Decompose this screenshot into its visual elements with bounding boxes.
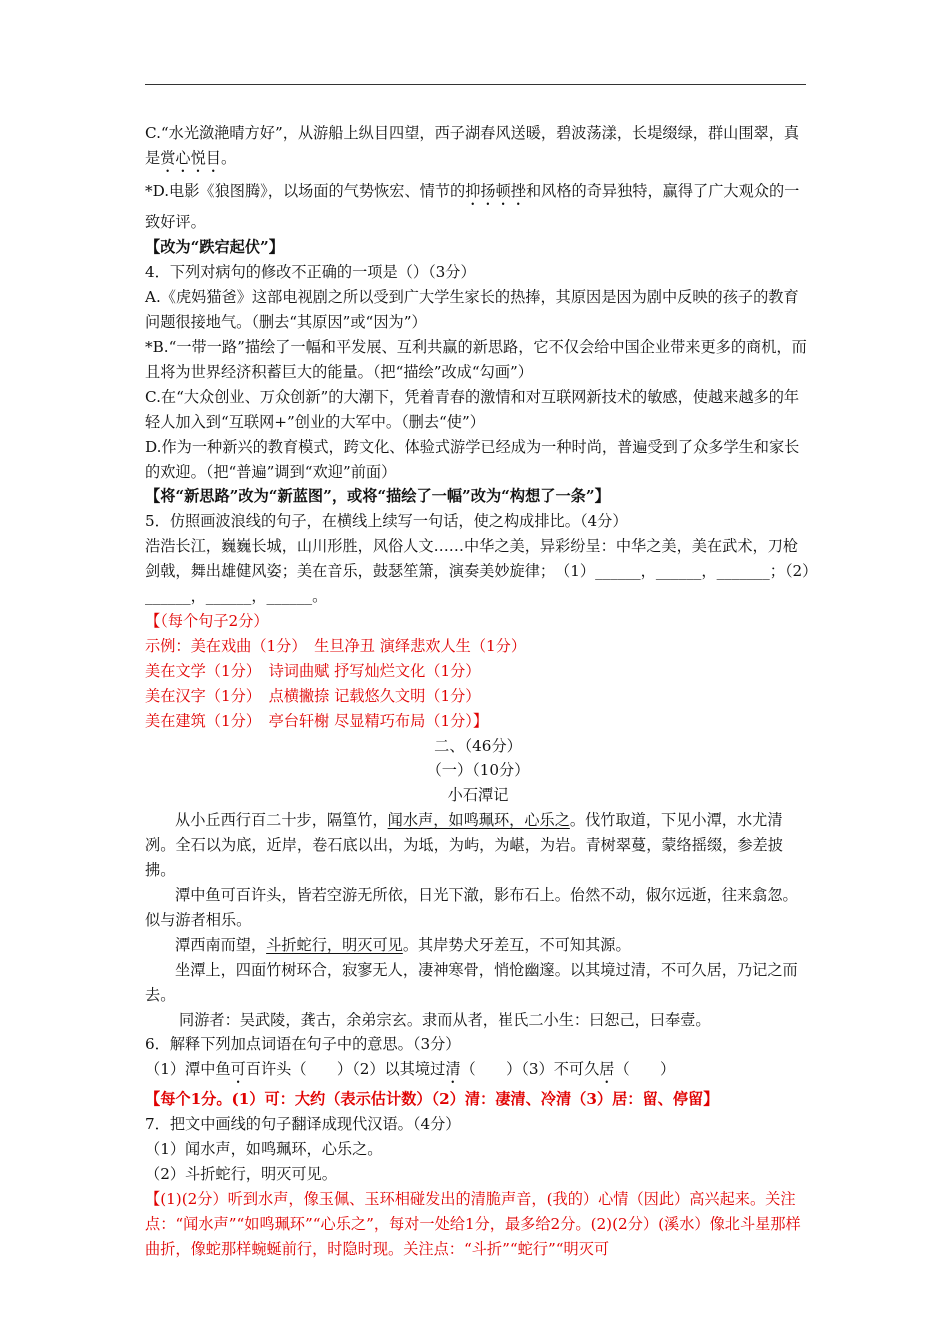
dotted-word: 可 [230, 1060, 246, 1079]
question-7-sentence-2: （2）斗折蛇行，明灭可见。 [145, 1165, 337, 1184]
question-7-sentence-1: （1）闻水声，如鸣珮环，心乐之。 [145, 1140, 383, 1159]
answer-5-line: 【（每个句子2分） [145, 612, 269, 630]
passage-paragraph-4: 坐潭上，四面竹树环合，寂寥无人，凄神寒骨，悄怆幽邃。以其境过清，不可久居，乃记之而去。 [145, 960, 798, 1004]
paragraph-text: 从小丘西行百二十步，隔篁竹， [175, 811, 388, 830]
item-text: 百许头（ ）（2）以其境过 [245, 1060, 446, 1079]
option-c-end: 。 [220, 148, 237, 167]
passage-title: 小石潭记 [447, 786, 509, 805]
underlined-sentence: 闻水声，如鸣珮环，心乐之 [387, 811, 570, 830]
option-d-text: *D.电影《狼图腾》，以场面的气势恢宏、情节的 [145, 181, 466, 200]
header-rule [145, 84, 806, 85]
passage-paragraph-3 [145, 933, 811, 958]
dotted-word: 抑扬顿挫 [465, 181, 526, 200]
option-d-end: 和风格的奇异独特，赢得了广大观众的一致好评。 [145, 181, 800, 231]
dotted-word: 赏心悦目 [160, 148, 221, 167]
item-text: （ ） [614, 1060, 676, 1079]
question-7-stem: 7．把文中画线的句子翻译成现代汉语。（4分） [145, 1115, 461, 1134]
item-text: （ ）（3）不可久 [460, 1060, 600, 1079]
option-c-text: C.“水光潋滟晴方好”，从游船上纵目四望，西子湖春风送暖，碧波荡漾，长堤缀绿，群山围翠，真是 [145, 124, 800, 167]
answer-5-line: 美在汉字（1分） 点横撇捺 记载悠久文明（1分） [145, 686, 481, 705]
paragraph-text: 。伐竹取道，下见小潭，水尤清冽。全石以为底，近岸，卷石底以出，为坻，为屿，为嵁，为岩。青树翠蔓，蒙络摇缀，参差披拂。 [145, 811, 783, 880]
passage-paragraph-2: 潭中鱼可百许头，皆若空游无所依，日光下澈，影布石上。佁然不动，俶尔远逝，往来翕忽。似与游者相乐。 [145, 885, 798, 929]
question-6-stem: 6．解释下列加点词语在句子中的意思。（3分） [145, 1035, 461, 1054]
passage-paragraph-1 [145, 808, 811, 883]
answer-6: 【每个1分。(1）可：大约（表示估计数）（2）清：凄清、冷清（3）居：留、停留】 [145, 1090, 719, 1109]
question-4-option-d: D.作为一种新兴的教育模式，跨文化、体验式游学已经成为一种时尚，普遍受到了众多学生和家长的欢迎。（把“普遍”调到“欢迎”前面） [145, 437, 800, 481]
question-4-option-a: A.《虎妈猫爸》这部电视剧之所以受到广大学生家长的热捧，其原因是因为剧中反映的孩子的教育问题很接地气。（删去“其原因”或“因为”） [145, 288, 799, 332]
answer-5-line: 美在建筑（1分） 亭台轩榭 尽显精巧布局（1分）】 [145, 711, 489, 730]
question-5-body: 浩浩长江，巍巍长城，山川形胜，风俗人文……中华之美，异彩纷呈：中华之美，美在武术，刀枪剑戟，舞出雄健风姿；美在音乐，鼓瑟笙箫，演奏美妙旋律； （1）______，______，_______；（2）______，______，______。 [145, 537, 810, 606]
answer-5-line: 示例：美在戏曲（1分） 生旦净丑 演绎悲欢人生（1分） [145, 636, 527, 655]
question-4-stem: 4．下列对病句的修改不正确的一项是（）（3分） [145, 263, 476, 282]
answer-4: 【将“新思路”改为“新蓝图”，或将“描绘了一幅”改为“构想了一条”】 [145, 487, 610, 506]
item-text: （1）潭中鱼 [145, 1060, 231, 1079]
answer-7: 【(1)(2分）听到水声，像玉佩、玉环相碰发出的清脆声音，(我的）心情（因此）高兴起来。关注点：“闻水声”“如鸣珮环”“心乐之”，每对一处给1分，最多给2分。(2)(2分）(溪水）像北斗星那样曲折，像蛇那样蜿蜒前行，时隐时现。关注点：“斗折”“蛇行”“明灭可 [145, 1189, 801, 1258]
paragraph-text: 潭西南而望， [175, 935, 267, 954]
question-4-option-c: C.在“大众创业、万众创新”的大潮下，凭着青春的激情和对互联网新技术的敏感，使越来越多的年轻人加入到“互联网+”创业的大军中。（删去“使”） [145, 387, 800, 431]
section-2-1-heading: （一）（10分） [426, 761, 530, 780]
question-6-items [145, 1057, 811, 1087]
document-body [145, 121, 811, 1262]
question-5-stem: 5．仿照画波浪线的句子，在横线上续写一句话，使之构成排比。（4分） [145, 512, 628, 531]
dotted-word: 居 [599, 1060, 615, 1079]
option-c [145, 121, 811, 176]
passage-paragraph-5: 同游者：吴武陵，龚古，余弟宗玄。隶而从者，崔氏二小生：曰恕己，曰奉壹。 [179, 1010, 711, 1029]
answer-5-line: 美在文学（1分） 诗词曲赋 抒写灿烂文化（1分） [145, 661, 481, 680]
dotted-word: 清 [445, 1060, 461, 1079]
paragraph-text: 。其岸势犬牙差互，不可知其源。 [402, 935, 631, 954]
section-2-heading: 二、（46分） [434, 736, 522, 755]
question-4-option-b: *B.“一带一路”描绘了一幅和平发展、互利共赢的新思路，它不仅会给中国企业带来更多的商机，而且将为世界经济积蓄巨大的能量。（把“描绘”改成“勾画”） [145, 338, 807, 381]
answer-3: 【改为“跌宕起伏”】 [145, 238, 284, 257]
underlined-sentence: 斗折蛇行，明灭可见 [266, 935, 403, 954]
option-d [145, 178, 811, 236]
